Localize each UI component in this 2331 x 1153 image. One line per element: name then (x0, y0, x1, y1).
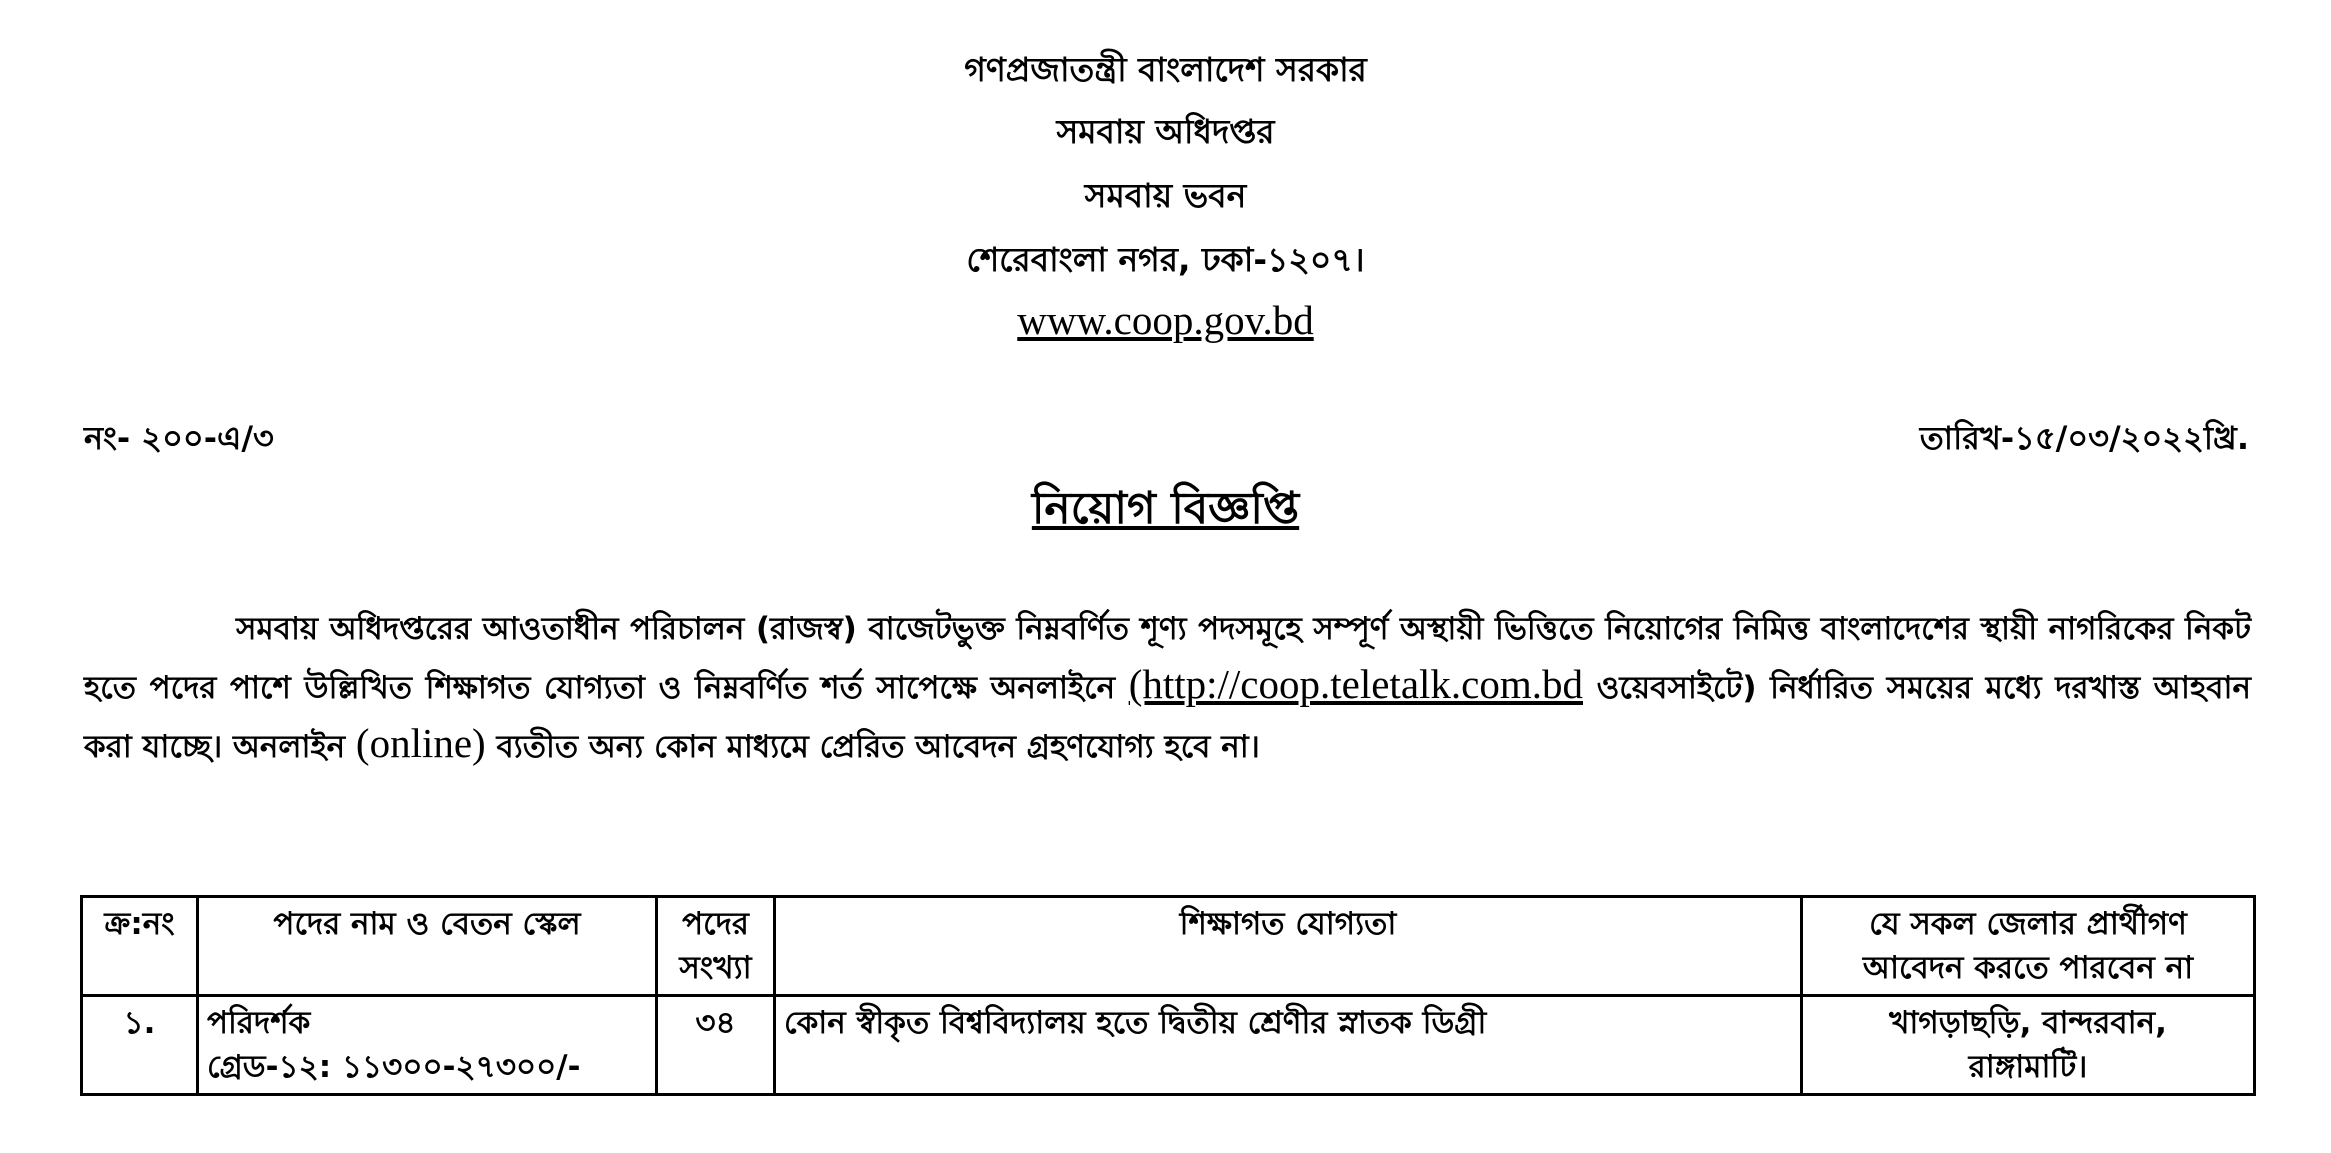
table-row (82, 996, 2255, 1095)
body-text-part1: সমবায় অধিদপ্তরের আওতাধীন পরিচালন (রাজস্ব) বাজেটভুক্ত নিম্নবর্ণিত শূণ্য পদসমূহে সম্পূর্ণ অস্থায়ী ভিত্তিতে নিয়োগের নিমিত্ত বাংলাদেশের স্থায়ী নাগরিকের নিকট হতে পদের পাশে উল্লিখিত শিক্ষাগত যোগ্যতা ও নিম্নবর্ণিত শর্ত সাপেক্ষে অনলাইনে (84, 611, 2251, 706)
notice-title: নিয়োগ বিজ্ঞপ্তি (1031, 483, 1300, 534)
government-title: গণপ্রজাতন্ত্রী বাংলাদেশ সরকার (964, 50, 1367, 89)
header-post-count-line1: পদের (682, 906, 749, 942)
header-excluded-districts (1802, 897, 2255, 996)
application-url-link[interactable]: (http://coop.teletalk.com.bd (1128, 661, 1583, 707)
header-post-count-line2: সংখ্যা (679, 950, 752, 986)
cell-qualification: কোন স্বীকৃত বিশ্ববিদ্যালয় হতে দ্বিতীয় শ্রেণীর স্নাতক ডিগ্রী (775, 996, 1802, 1095)
building-name: সমবায় ভবন (1084, 176, 1247, 215)
office-address: শেরেবাংলা নগর, ঢকা-১২০৭। (966, 240, 1365, 279)
cell-post-name: পরিদর্শক (207, 1005, 311, 1041)
cell-post (198, 996, 657, 1095)
cell-post-count: ৩৪ (657, 996, 775, 1095)
header-excluded-line1: যে সকল জেলার প্রার্থীগণ (1869, 906, 2187, 942)
online-word: (online) (355, 720, 486, 766)
cell-excluded-line2: রাঙ্গামাটি। (1968, 1049, 2088, 1085)
header-qualification: শিক্ষাগত যোগ্যতা (775, 897, 1802, 996)
cell-excluded-line1: খাগড়াছড়ি, বান্দরবান, (1889, 1005, 2167, 1041)
body-text-part2: ওয়েবসাইটে) নির্ধারিত সময়ের মধ্যে দরখাস্ত আহবান করা যাচ্ছে। অনলাইন (84, 670, 2252, 765)
cell-excluded-districts (1802, 996, 2255, 1095)
header-serial: ক্র:নং (82, 897, 198, 996)
header-post-count (657, 897, 775, 996)
memo-date: তারিখ-১৫/০৩/২০২২খ্রি. (1919, 419, 2249, 457)
header-post-name: পদের নাম ও বেতন স্কেল (198, 897, 657, 996)
memo-number: নং- ২০০-এ/৩ (84, 419, 274, 457)
cell-serial: ১. (82, 996, 198, 1095)
department-name: সমবায় অধিদপ্তর (1056, 112, 1275, 151)
cell-post-grade: গ্রেড-১২: ১১৩০০-২৭৩০০/- (207, 1049, 581, 1085)
header-excluded-line2: আবেদন করতে পারবেন না (1862, 950, 2194, 986)
table-header-row (82, 897, 2255, 996)
posts-table (80, 895, 2256, 1096)
website-link[interactable]: www.coop.gov.bd (1017, 297, 1314, 343)
notice-body (84, 602, 2251, 775)
body-text-part3: ব্যতীত অন্য কোন মাধ্যমে প্রেরিত আবেদন গ্রহণযোগ্য হবে না। (485, 729, 1260, 765)
